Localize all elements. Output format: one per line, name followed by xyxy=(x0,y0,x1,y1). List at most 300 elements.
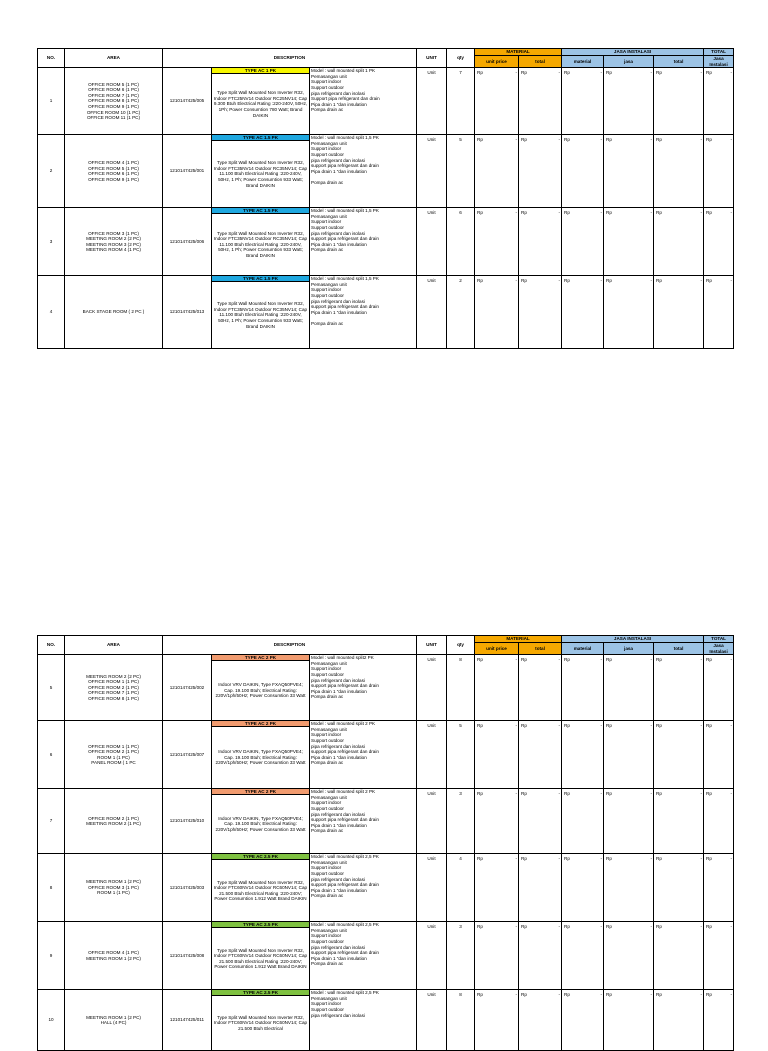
rp-label: Rp xyxy=(564,791,570,797)
spec-text: Indoor VRV DAIKIN, Type FXAQ50PVE4; Cap. 19.100 Btuh; Electrical Rating: 220V/1ph/50Hz; Power Consumtion 33 Watt xyxy=(215,682,306,699)
area-line: MEETING ROOM 4 (1 PC) xyxy=(86,247,141,253)
spec-cell xyxy=(212,854,310,922)
jasa-value xyxy=(604,721,654,789)
item-code: 1210147425/005 xyxy=(163,68,212,135)
material-total-value xyxy=(519,208,561,216)
header-no: NO. xyxy=(38,49,65,68)
item-code: 1210147425/003 xyxy=(163,854,212,922)
amount-placeholder: - xyxy=(730,657,733,663)
rp-label: Rp xyxy=(477,723,483,729)
amount-placeholder: - xyxy=(650,992,653,998)
total-jasa-instalasi-value xyxy=(704,789,733,797)
scope-line: Pompa drain ac xyxy=(311,107,344,113)
material-unit-price xyxy=(475,68,519,135)
area-line: BACK STAGE ROOM ( 2 PC ) xyxy=(82,309,145,315)
rp-label: Rp xyxy=(477,924,483,930)
material-total-value xyxy=(519,789,561,797)
area-line: MEETING ROOM 3 (2 PC) xyxy=(86,241,141,247)
area-line: OFFICE ROOM 2 (1 PC) xyxy=(88,815,139,821)
qty-cell: 8 xyxy=(447,990,475,1051)
spec-wrap xyxy=(212,990,309,1050)
area-line: OFFICE ROOM 8 (1 PC) xyxy=(88,98,139,104)
scope-line: Pemasangan unit xyxy=(311,660,347,666)
header-description: DESCRIPTION xyxy=(163,49,417,68)
item-code: 1210147425/002 xyxy=(163,655,212,721)
area-line: OFFICE ROOM 8 (1 PC) xyxy=(88,696,139,702)
amount-placeholder: - xyxy=(730,70,733,76)
scope-line: Support outdoor xyxy=(311,805,344,811)
rp-label: Rp xyxy=(521,70,527,76)
area-line: OFFICE ROOM 5 (1 PC) xyxy=(88,81,139,87)
amount-placeholder: - xyxy=(730,723,733,729)
rp-label: Rp xyxy=(521,210,527,216)
jasa-material xyxy=(562,208,604,276)
area-line: OFFICE ROOM 10 (1 PC) xyxy=(86,109,141,115)
total-jasa-instalasi xyxy=(704,68,734,135)
amount-placeholder: - xyxy=(600,278,603,284)
row-number: 5 xyxy=(38,655,65,721)
scope-line: Support indoor xyxy=(311,933,342,939)
material-unit-price xyxy=(475,990,519,1051)
jasa-value xyxy=(604,789,654,854)
area-cell xyxy=(65,135,163,208)
material-unit-price-value xyxy=(475,922,518,930)
spec-cell xyxy=(212,922,310,990)
material-unit-price-value xyxy=(475,276,518,284)
rp-label: Rp xyxy=(656,278,662,284)
table-row xyxy=(38,655,734,721)
rp-label: Rp xyxy=(656,723,662,729)
rp-label: Rp xyxy=(564,856,570,862)
amount-placeholder: - xyxy=(730,137,733,143)
rp-label: Rp xyxy=(656,924,662,930)
header-qty: qty xyxy=(447,49,475,68)
rp-label: Rp xyxy=(606,70,612,76)
scope-line: Pemasangan unit xyxy=(311,794,347,800)
total-jasa-instalasi-value xyxy=(704,276,733,284)
rp-label: Rp xyxy=(706,791,712,797)
amount-placeholder: - xyxy=(558,992,561,998)
area-line: OFFICE ROOM 1 (1 PC) xyxy=(88,679,139,685)
scope-line: Support outdoor xyxy=(311,84,344,90)
table-row xyxy=(38,135,734,208)
scope-cell xyxy=(310,68,417,135)
area-line: MEETING ROOM 1 (2 PC) xyxy=(86,1014,141,1020)
item-code: 1210147425/011 xyxy=(163,990,212,1051)
amount-placeholder: - xyxy=(700,278,703,284)
scope-cell xyxy=(310,655,417,721)
spec-wrap xyxy=(212,922,309,989)
scope-line: Pompa drain ac xyxy=(311,828,344,834)
rp-label: Rp xyxy=(656,791,662,797)
scope-line: Support indoor xyxy=(311,219,342,225)
header-total: TOTAL xyxy=(704,636,734,643)
scope-line: Support outdoor xyxy=(311,737,344,743)
total-jasa-instalasi-value xyxy=(704,135,733,143)
spec-cell xyxy=(212,789,310,854)
spec-wrap xyxy=(212,854,309,921)
area-line: MEETING ROOM 2 (1 PC) xyxy=(86,821,141,827)
header-jasa: jasa xyxy=(604,643,654,655)
scope-line: Support outdoor xyxy=(311,1006,344,1012)
unit-cell: Unit xyxy=(417,721,447,789)
material-unit-price xyxy=(475,721,519,789)
header-no: NO. xyxy=(38,636,65,655)
material-unit-price xyxy=(475,655,519,721)
scope-cell xyxy=(310,135,417,208)
jasa-material xyxy=(562,276,604,349)
rp-label: Rp xyxy=(564,70,570,76)
material-unit-price xyxy=(475,854,519,922)
table-row xyxy=(38,922,734,990)
qty-cell: 6 xyxy=(447,208,475,276)
scope-line: Support outdoor xyxy=(311,224,344,230)
total-jasa-instalasi-value xyxy=(704,208,733,216)
ac-type-badge: TYPE AC 2 PK xyxy=(212,721,309,727)
material-unit-price-value xyxy=(475,789,518,797)
amount-placeholder: - xyxy=(700,657,703,663)
amount-placeholder: - xyxy=(600,791,603,797)
scope-line: Pompa drain ac xyxy=(311,893,344,899)
spec-text: Indoor VRV DAIKIN, Type FXAQ50PVE4; Cap. 19.100 Btuh; Electrical Rating: 220V/1ph/50Hz; Power Consumtion 33 Watt xyxy=(215,815,306,832)
spec-wrap xyxy=(212,135,309,207)
scope-line: pipa refrigerant dan isolasi xyxy=(311,157,365,163)
scope-line: Pipa drain 1 "dan insulation xyxy=(311,688,367,694)
header-description: DESCRIPTION xyxy=(163,636,417,655)
jasa-total xyxy=(654,655,704,721)
total-jasa-instalasi-value xyxy=(704,990,733,998)
jasa-material-value xyxy=(562,789,603,797)
unit-cell: Unit xyxy=(417,276,447,349)
jasa-material-value xyxy=(562,990,603,998)
rp-label: Rp xyxy=(477,137,483,143)
rp-label: Rp xyxy=(477,791,483,797)
scope-line: Pemasangan unit xyxy=(311,213,347,219)
jasa-material-value xyxy=(562,721,603,729)
header-jasa-instalasi: JASA INSTALASI xyxy=(562,636,704,643)
total-jasa-instalasi-value xyxy=(704,854,733,862)
amount-placeholder: - xyxy=(650,856,653,862)
amount-placeholder: - xyxy=(600,70,603,76)
material-total xyxy=(519,655,562,721)
jasa-value xyxy=(604,276,654,349)
unit-cell: Unit xyxy=(417,922,447,990)
material-total-value xyxy=(519,922,561,930)
amount-placeholder: - xyxy=(730,924,733,930)
rp-label: Rp xyxy=(706,70,712,76)
amount-placeholder: - xyxy=(558,657,561,663)
material-total xyxy=(519,135,562,208)
material-unit-price-value xyxy=(475,68,518,76)
unit-cell: Unit xyxy=(417,208,447,276)
material-total-value xyxy=(519,276,561,284)
row-number: 7 xyxy=(38,789,65,854)
scope-line: Pemasangan unit xyxy=(311,726,347,732)
total-jasa-instalasi-value xyxy=(704,721,733,729)
table-row xyxy=(38,208,734,276)
spec-cell xyxy=(212,208,310,276)
jasa-total xyxy=(654,208,704,276)
spec-wrap xyxy=(212,68,309,134)
scope-line: Model : wall mounted split 1 PK xyxy=(311,68,376,74)
scope-line: support pipa refrigerant dan drain xyxy=(311,882,379,888)
total-jasa-instalasi-value xyxy=(704,922,733,930)
area-line: ROOM 1 (1 PC) xyxy=(97,890,130,896)
amount-placeholder: - xyxy=(700,924,703,930)
jasa-total-value xyxy=(654,135,703,143)
qty-cell: 5 xyxy=(447,721,475,789)
rp-label: Rp xyxy=(606,137,612,143)
scope-line: Support pipa refrigerant dan drain xyxy=(311,96,380,102)
amount-placeholder: - xyxy=(600,210,603,216)
jasa-material xyxy=(562,854,604,922)
rp-label: Rp xyxy=(656,992,662,998)
header-total-jasa-instalasi: Jasa Instalasi xyxy=(704,643,734,655)
amount-placeholder: - xyxy=(558,791,561,797)
jasa-material-value xyxy=(562,276,603,284)
jasa-value xyxy=(604,990,654,1051)
qty-cell: 8 xyxy=(447,655,475,721)
scope-line: pipa refrigerant dan isolasi xyxy=(311,677,365,683)
scope-line: Model : wall mounted split2 PK xyxy=(311,655,374,661)
material-total xyxy=(519,990,562,1051)
rp-label: Rp xyxy=(706,924,712,930)
amount-placeholder: - xyxy=(650,723,653,729)
amount-placeholder: - xyxy=(515,278,518,284)
material-unit-price-value xyxy=(475,655,518,663)
spec-cell xyxy=(212,276,310,349)
jasa-total xyxy=(654,854,704,922)
header-material-total: total xyxy=(519,643,562,655)
material-unit-price-value xyxy=(475,990,518,998)
rp-label: Rp xyxy=(521,137,527,143)
area-cell xyxy=(65,721,163,789)
header-jasa-total: total xyxy=(654,643,704,655)
amount-placeholder: - xyxy=(515,210,518,216)
scope-line: pipa refrigerant dan isolasi xyxy=(311,90,365,96)
rp-label: Rp xyxy=(706,210,712,216)
scope-line: Model : wall mounted split 1,5 PK xyxy=(311,276,379,282)
material-total xyxy=(519,208,562,276)
material-total xyxy=(519,789,562,854)
amount-placeholder: - xyxy=(730,856,733,862)
item-code: 1210147425/013 xyxy=(163,276,212,349)
jasa-total-value xyxy=(654,789,703,797)
material-total-value xyxy=(519,68,561,76)
amount-placeholder: - xyxy=(558,278,561,284)
table-row xyxy=(38,854,734,922)
rp-label: Rp xyxy=(606,924,612,930)
jasa-material-value xyxy=(562,854,603,862)
amount-placeholder: - xyxy=(730,210,733,216)
material-total xyxy=(519,68,562,135)
material-unit-price xyxy=(475,922,519,990)
rp-label: Rp xyxy=(706,137,712,143)
jasa-total xyxy=(654,721,704,789)
rp-label: Rp xyxy=(521,723,527,729)
scope-line: Support indoor xyxy=(311,146,342,152)
jasa-total-value xyxy=(654,276,703,284)
jasa-value-value xyxy=(604,655,653,663)
material-total xyxy=(519,721,562,789)
scope-line: Model : wall mounted split 2,5 PK xyxy=(311,854,379,860)
jasa-value-value xyxy=(604,990,653,998)
rp-label: Rp xyxy=(521,657,527,663)
page-1 xyxy=(37,48,733,349)
item-code: 1210147425/008 xyxy=(163,922,212,990)
jasa-total-value xyxy=(654,655,703,663)
scope-cell xyxy=(310,721,417,789)
material-unit-price xyxy=(475,789,519,854)
scope-line: Model : wall mounted split 1,5 PK xyxy=(311,135,379,141)
jasa-value-value xyxy=(604,68,653,76)
amount-placeholder: - xyxy=(650,137,653,143)
rp-label: Rp xyxy=(706,856,712,862)
amount-placeholder: - xyxy=(558,70,561,76)
scope-line: Support outdoor xyxy=(311,151,344,157)
scope-line: Support indoor xyxy=(311,287,342,293)
table-row xyxy=(38,68,734,135)
ac-type-badge: TYPE AC 1.5 PK xyxy=(212,135,309,141)
area-line: OFFICE ROOM 2 (1 PC) xyxy=(88,749,139,755)
amount-placeholder: - xyxy=(558,723,561,729)
scope-line: Pipa drain 1 "dan insulation xyxy=(311,887,367,893)
unit-cell: Unit xyxy=(417,990,447,1051)
header-unit: UNIT xyxy=(417,49,447,68)
area-line: OFFICE ROOM 4 (1 PC) xyxy=(88,950,139,956)
scope-line: pipa refrigerant dan isolasi xyxy=(311,944,365,950)
amount-placeholder: - xyxy=(600,723,603,729)
rp-label: Rp xyxy=(656,137,662,143)
quotation-table-page-2 xyxy=(37,635,734,1051)
row-number: 8 xyxy=(38,854,65,922)
area-line: MEETING ROOM 1 (2 PC) xyxy=(86,879,141,885)
total-jasa-instalasi-value xyxy=(704,68,733,76)
amount-placeholder: - xyxy=(515,657,518,663)
spec-wrap xyxy=(212,655,309,720)
jasa-value xyxy=(604,655,654,721)
rp-label: Rp xyxy=(477,210,483,216)
jasa-total-value xyxy=(654,922,703,930)
rp-label: Rp xyxy=(477,657,483,663)
rp-label: Rp xyxy=(564,723,570,729)
amount-placeholder: - xyxy=(558,137,561,143)
rp-label: Rp xyxy=(606,992,612,998)
jasa-material-value xyxy=(562,68,603,76)
header-material-total: total xyxy=(519,56,562,68)
spec-text: Type Split Wall Mounted Non Inverter R32, Indoor FTC25NV14 Outdoor RC25NV14; Cap 9.300 Btuh Electrical Rating :220-240V, 50Hz, 1Ph; Power Consumtion 780 Watt; Brand DAIKIN xyxy=(213,90,308,118)
jasa-value xyxy=(604,922,654,990)
header-material: MATERIAL xyxy=(475,636,562,643)
jasa-material xyxy=(562,789,604,854)
rp-label: Rp xyxy=(477,70,483,76)
spec-cell xyxy=(212,655,310,721)
scope-line: Model : wall mounted split 2 PK xyxy=(311,789,376,795)
rp-label: Rp xyxy=(706,723,712,729)
total-jasa-instalasi xyxy=(704,276,734,349)
header-material: MATERIAL xyxy=(475,49,562,56)
scope-line: Support outdoor xyxy=(311,938,344,944)
row-number: 9 xyxy=(38,922,65,990)
area-cell xyxy=(65,990,163,1051)
area-line: MEETING ROOM 1 (2 PC) xyxy=(86,955,141,961)
ac-type-badge: TYPE AC 1 PK xyxy=(212,68,309,74)
area-line: OFFICE ROOM 3 (1 PC) xyxy=(88,884,139,890)
header-jasa-material: material xyxy=(562,56,604,68)
rp-label: Rp xyxy=(606,856,612,862)
item-code: 1210147425/007 xyxy=(163,721,212,789)
jasa-value xyxy=(604,68,654,135)
area-line: OFFICE ROOM 7 (1 PC) xyxy=(88,92,139,98)
qty-cell: 2 xyxy=(447,276,475,349)
rp-label: Rp xyxy=(564,137,570,143)
jasa-total xyxy=(654,990,704,1051)
scope-line: pipa refrigerant dan isolasi xyxy=(311,811,365,817)
header-jasa: jasa xyxy=(604,56,654,68)
scope-line: Support outdoor xyxy=(311,292,344,298)
amount-placeholder: - xyxy=(515,791,518,797)
area-line: OFFICE ROOM 2 (1 PC) xyxy=(88,684,139,690)
rp-label: Rp xyxy=(477,992,483,998)
item-code: 1210147425/001 xyxy=(163,135,212,208)
amount-placeholder: - xyxy=(558,924,561,930)
spec-wrap xyxy=(212,208,309,275)
area-cell xyxy=(65,789,163,854)
amount-placeholder: - xyxy=(515,723,518,729)
amount-placeholder: - xyxy=(700,70,703,76)
rp-label: Rp xyxy=(564,992,570,998)
scope-line: support pipa refrigerant dan drain xyxy=(311,236,379,242)
amount-placeholder: - xyxy=(650,70,653,76)
amount-placeholder: - xyxy=(700,723,703,729)
qty-cell: 3 xyxy=(447,922,475,990)
jasa-total xyxy=(654,276,704,349)
ac-type-badge: TYPE AC 2.5 PK xyxy=(212,854,309,860)
area-cell xyxy=(65,276,163,349)
ac-type-badge: TYPE AC 1.5 PK xyxy=(212,276,309,282)
row-number: 6 xyxy=(38,721,65,789)
rp-label: Rp xyxy=(564,210,570,216)
jasa-total xyxy=(654,68,704,135)
material-unit-price xyxy=(475,208,519,276)
scope-line: Pipa drain 1 "dan insulation xyxy=(311,101,367,107)
amount-placeholder: - xyxy=(700,791,703,797)
rp-label: Rp xyxy=(706,992,712,998)
header-total: TOTAL xyxy=(704,49,734,56)
amount-placeholder: - xyxy=(515,992,518,998)
spec-text: Type Split Wall Mounted Non Inverter R32, Indoor FTC60NV14 Outdoor RC60NV14; Cap 21.500 Btuh Electrical Rating :220-240V; Power Consumtion 1.912 Watt Brand DAIKIN xyxy=(213,879,308,902)
table-row xyxy=(38,789,734,854)
jasa-material xyxy=(562,68,604,135)
scope-line: Pipa drain 1 "dan insulation xyxy=(311,822,367,828)
spec-cell xyxy=(212,68,310,135)
scope-line: Support indoor xyxy=(311,865,342,871)
scope-cell xyxy=(310,789,417,854)
total-jasa-instalasi xyxy=(704,655,734,721)
scope-line: Pipa drain 1 "dan insulation xyxy=(311,168,367,174)
amount-placeholder: - xyxy=(600,856,603,862)
total-jasa-instalasi-value xyxy=(704,655,733,663)
scope-line: Pemasangan unit xyxy=(311,927,347,933)
unit-cell: Unit xyxy=(417,135,447,208)
rp-label: Rp xyxy=(606,210,612,216)
header-jasa-total: total xyxy=(654,56,704,68)
ac-type-badge: TYPE AC 2 PK xyxy=(212,789,309,795)
jasa-material xyxy=(562,655,604,721)
qty-cell: 7 xyxy=(447,68,475,135)
rp-label: Rp xyxy=(656,70,662,76)
rp-label: Rp xyxy=(521,856,527,862)
